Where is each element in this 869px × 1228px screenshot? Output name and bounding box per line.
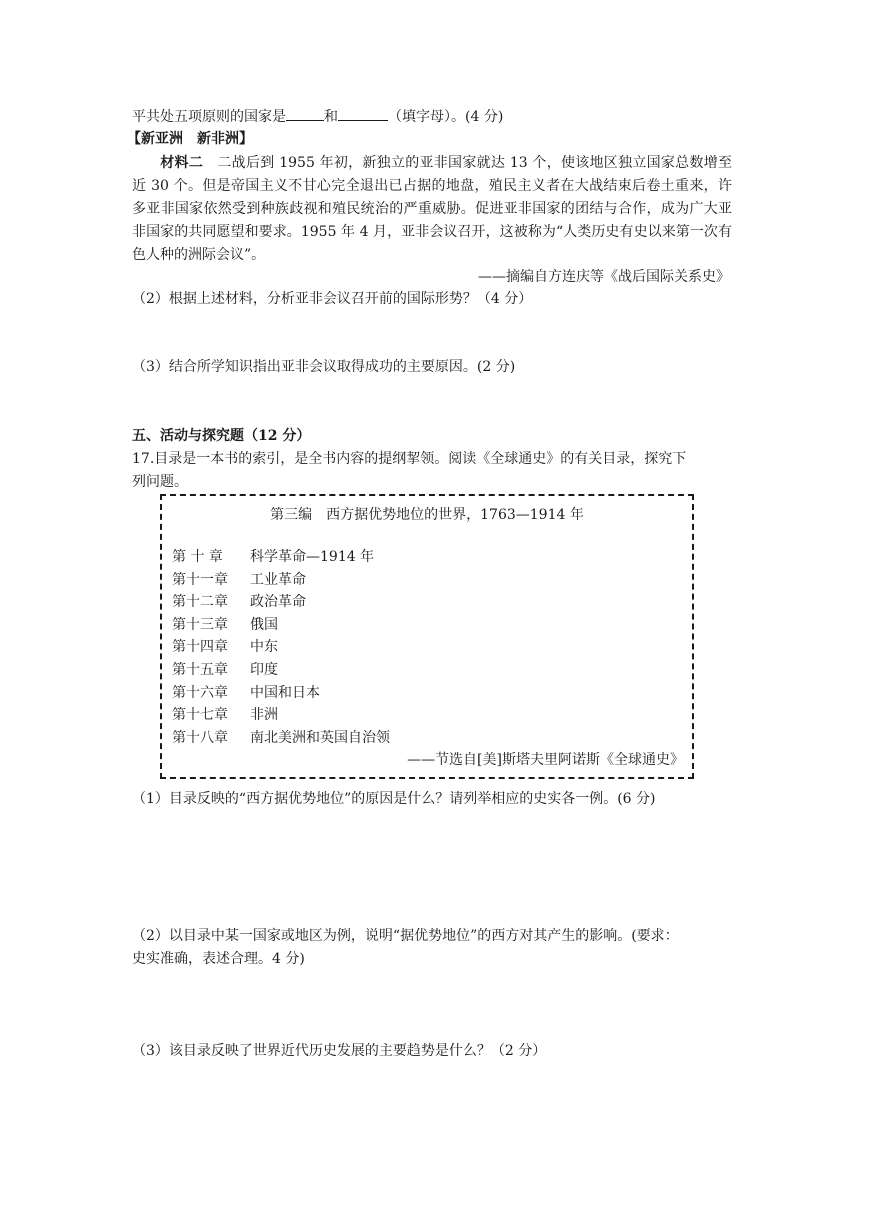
toc-chapter-number: 第十八章 <box>172 729 228 746</box>
toc-row <box>172 636 390 659</box>
toc-box <box>160 494 694 779</box>
answer-blank-2[interactable] <box>338 106 388 121</box>
toc-row <box>172 614 390 637</box>
question-17-3: （3）该目录反映了世界近代历史发展的主要趋势是什么？（2 分） <box>132 1043 547 1059</box>
q16-tail-mid: 和 <box>324 109 338 125</box>
material2-text: 二战后到 1955 年初，新独立的亚非国家就达 13 个，使该地区独立国家总数增至近 30 个。但是帝国主义不甘心完全退出已占据的地盘，殖民主义者在大战结束后卷土重来，许多亚非国家依然受到种族歧视和殖民统治的严重威胁。促进亚非国家的团结与合作，成为广大亚非国家的共同愿望和要求。1955 年 4 月，亚非会议召开，这被称为“人类历史有史以来第一次有色人种的洲际会议”。 <box>132 155 733 263</box>
toc-row <box>172 546 390 569</box>
question-16-3: （3）结合所学知识指出亚非会议取得成功的主要原因。(2 分) <box>132 359 516 375</box>
question-16-2: （2）根据上述材料，分析亚非会议召开前的国际形势？（4 分） <box>132 291 533 307</box>
toc-chapter-title: 非洲 <box>250 707 278 724</box>
toc-chapter-title: 俄国 <box>250 616 278 633</box>
toc-chapter-title: 中国和日本 <box>250 684 320 701</box>
toc-box-source: ——节选自[美]斯塔夫里阿诺斯《全球通史》 <box>407 752 684 768</box>
toc-chapter-title: 工业革命 <box>250 571 306 588</box>
toc-chapter-title: 科学革命—1914 年 <box>250 549 375 565</box>
toc-row <box>172 682 390 705</box>
section5-title: 五、活动与探究题（12 分） <box>132 428 311 444</box>
toc-row <box>172 659 390 682</box>
question-17-2-line1: （2）以目录中某一国家或地区为例，说明“据优势地位”的西方对其产生的影响。(要求： <box>132 928 679 944</box>
toc-chapter-title: 印度 <box>250 661 278 678</box>
toc-chapter-number: 第 十 章 <box>172 549 223 565</box>
material2-label: 材料二 <box>160 155 204 171</box>
question-17-2-line2: 史实准确，表述合理。4 分) <box>132 951 305 967</box>
material2-source: ——摘编自方连庆等《战后国际关系史》 <box>478 269 730 285</box>
toc-chapter-number: 第十七章 <box>172 707 228 724</box>
question-17-intro-line1: 17.目录是一本书的索引，是全书内容的提纲挈领。阅读《全球通史》的有关目录，探究下 <box>132 451 687 467</box>
section-new-asia-heading: 【新亚洲 新非洲】 <box>127 131 253 147</box>
answer-blank-1[interactable] <box>286 106 324 121</box>
toc-row <box>172 591 390 614</box>
q16-tail-line <box>132 106 503 127</box>
toc-chapter-number: 第十三章 <box>172 616 228 633</box>
toc-chapter-title: 南北美洲和英国自治领 <box>250 729 390 746</box>
toc-chapter-number: 第十二章 <box>172 594 228 611</box>
toc-row <box>172 704 390 727</box>
toc-chapter-number: 第十五章 <box>172 661 228 678</box>
toc-row <box>172 727 390 750</box>
toc-chapter-title: 政治革命 <box>250 594 306 611</box>
toc-chapter-title: 中东 <box>250 639 278 656</box>
question-17-intro-line2: 列问题。 <box>132 474 188 490</box>
material2-paragraph <box>132 152 732 267</box>
q16-tail-before: 平共处五项原则的国家是 <box>132 109 286 125</box>
q16-tail-after: （填字母）。(4 分) <box>388 109 504 125</box>
toc-row <box>172 569 390 592</box>
question-17-1: （1）目录反映的“西方据优势地位”的原因是什么？请列举相应的史实各一例。(6 分) <box>132 791 656 807</box>
toc-box-title: 第三编 西方据优势地位的世界，1763—1914 年 <box>270 507 584 523</box>
toc-list <box>172 546 390 749</box>
toc-chapter-number: 第十四章 <box>172 639 228 656</box>
toc-chapter-number: 第十六章 <box>172 684 228 701</box>
toc-chapter-number: 第十一章 <box>172 571 228 588</box>
